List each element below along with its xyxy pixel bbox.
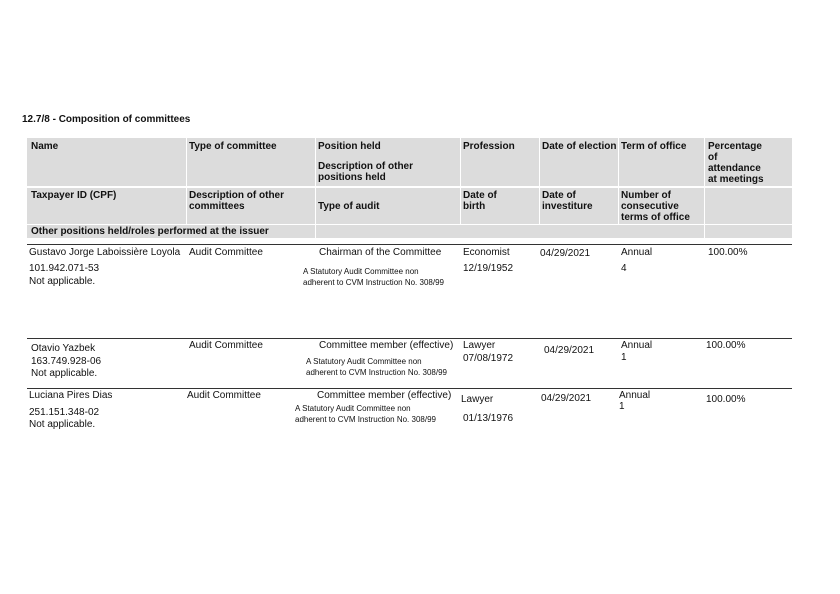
member-profession: Lawyer: [463, 340, 496, 351]
member-consecutive-terms: 1: [619, 401, 625, 412]
member-name: Gustavo Jorge Laboissière Loyola: [29, 247, 181, 258]
member-election-date: 04/29/2021: [540, 248, 591, 259]
member-election-date: 04/29/2021: [544, 345, 595, 356]
header-taxpayer-id: Taxpayer ID (CPF): [31, 190, 117, 201]
section-title: 12.7/8 - Composition of committees: [22, 114, 191, 125]
member-committee: Audit Committee: [189, 340, 263, 351]
member-consecutive-terms: 4: [621, 263, 627, 274]
member-profession: Lawyer: [461, 394, 494, 405]
member-other-positions: Not applicable.: [29, 276, 96, 287]
member-other-positions: Not applicable.: [31, 368, 98, 379]
member-audit-type-line1: A Statutory Audit Committee non: [295, 404, 411, 413]
row-divider: [27, 388, 792, 389]
header-date-of-investiture: Date of investiture: [542, 190, 593, 212]
member-committee: Audit Committee: [189, 247, 263, 258]
member-attendance: 100.00%: [708, 247, 748, 258]
header-type-of-audit: Type of audit: [318, 201, 380, 212]
column-divider: [618, 138, 619, 224]
member-term: Annual: [621, 340, 653, 351]
header-other-positions: Other positions held/roles performed at the issuer: [31, 226, 269, 237]
header-percentage-attendance: Percentage of attendance at meetings: [708, 141, 764, 185]
member-audit-type-line2: adherent to CVM Instruction No. 308/99: [306, 368, 447, 377]
header-date-of-election: Date of election: [542, 141, 617, 152]
member-name: Luciana Pires Dias: [29, 390, 113, 401]
header-name: Name: [31, 141, 59, 152]
member-audit-type-line2: adherent to CVM Instruction No. 308/99: [295, 415, 436, 424]
header-position-held: Position held: [318, 141, 381, 152]
member-name: Otavio Yazbek: [31, 343, 96, 354]
member-cpf: 101.942.071-53: [29, 263, 100, 274]
member-birth-date: 07/08/1972: [463, 353, 514, 364]
header-consecutive-terms: Number of consecutive terms of office: [621, 190, 690, 223]
member-audit-type-line1: A Statutory Audit Committee non: [303, 267, 419, 276]
member-position: Committee member (effective): [319, 340, 454, 351]
row-divider: [27, 244, 792, 245]
column-divider: [539, 138, 540, 224]
member-cpf: 163.749.928-06: [31, 356, 102, 367]
column-divider: [460, 138, 461, 224]
member-attendance: 100.00%: [706, 340, 746, 351]
member-position: Chairman of the Committee: [319, 247, 442, 258]
member-election-date: 04/29/2021: [541, 393, 592, 404]
member-term: Annual: [619, 390, 651, 401]
header-date-of-birth: Date of birth: [463, 190, 497, 212]
member-audit-type-line2: adherent to CVM Instruction No. 308/99: [303, 278, 444, 287]
header-profession: Profession: [463, 141, 515, 152]
member-attendance: 100.00%: [706, 394, 746, 405]
member-birth-date: 12/19/1952: [463, 263, 514, 274]
header-term-of-office: Term of office: [621, 141, 687, 152]
member-other-positions: Not applicable.: [29, 419, 96, 430]
member-audit-type-line1: A Statutory Audit Committee non: [306, 357, 422, 366]
column-divider: [704, 138, 705, 238]
member-committee: Audit Committee: [187, 390, 261, 401]
header-type-of-committee: Type of committee: [189, 141, 277, 152]
member-birth-date: 01/13/1976: [463, 413, 514, 424]
header-description-other-positions: Description of other positions held: [318, 161, 414, 183]
member-cpf: 251.151.348-02: [29, 407, 100, 418]
member-profession: Economist: [463, 247, 510, 258]
row-divider: [27, 338, 792, 339]
member-position: Committee member (effective): [317, 390, 452, 401]
member-consecutive-terms: 1: [621, 352, 627, 363]
header-description-other-committees: Description of other committees: [189, 190, 285, 212]
column-divider: [186, 138, 187, 224]
member-term: Annual: [621, 247, 653, 258]
column-divider: [315, 138, 316, 238]
